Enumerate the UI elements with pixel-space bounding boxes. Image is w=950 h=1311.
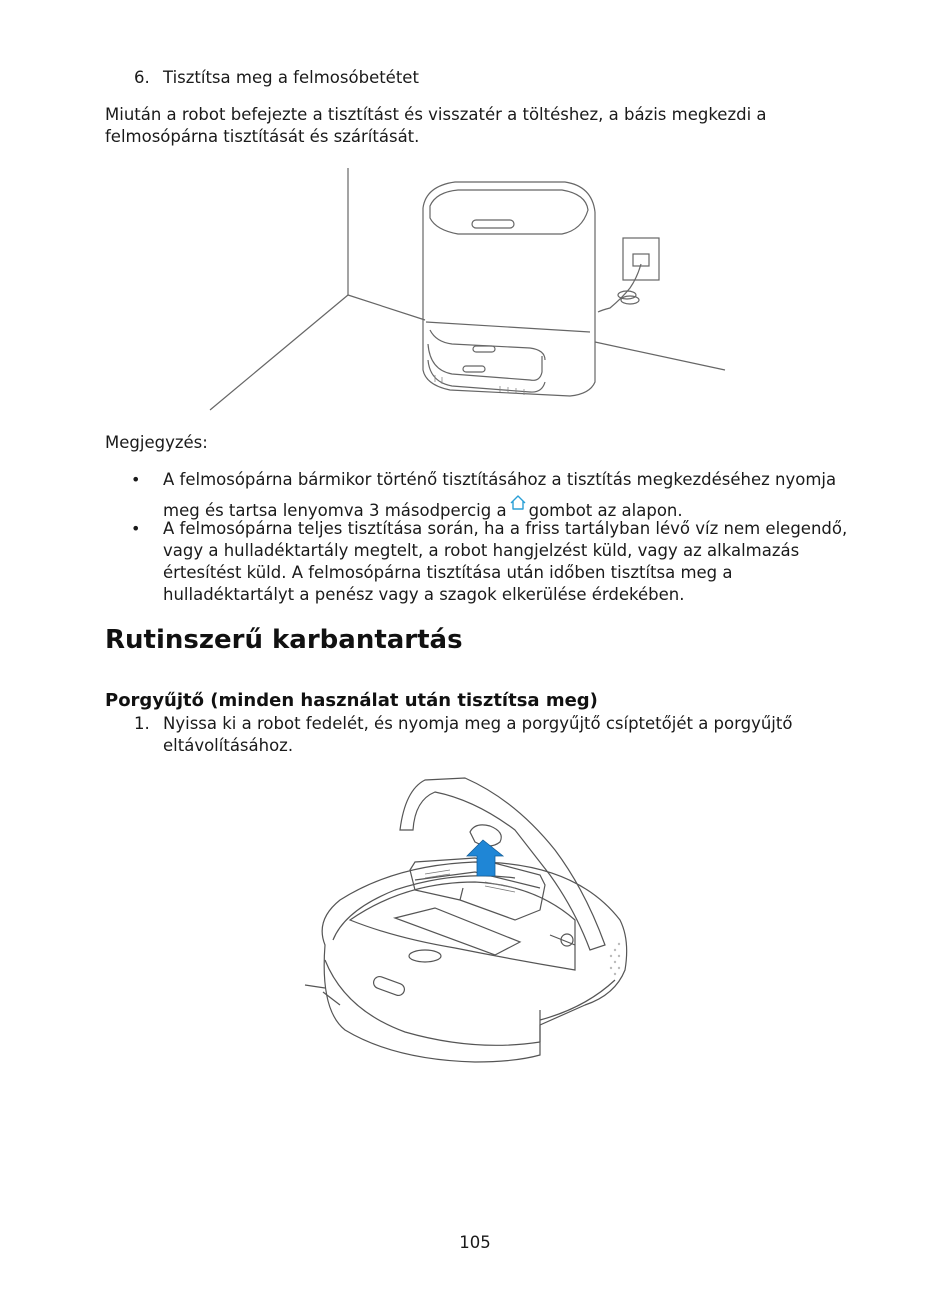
robot-dustbin-illustration xyxy=(285,770,655,1070)
section-title: Rutinszerű karbantartás xyxy=(105,625,463,655)
bullet-2-line-4: hulladéktartályt a penész vagy a szagok elkerülése érdekében. xyxy=(163,585,685,604)
step1-text xyxy=(163,713,792,757)
bullet-2-line-3: értesítést küld. A felmosópárna tisztítása után időben tisztítsa meg a xyxy=(163,563,733,582)
home-button-icon xyxy=(508,494,528,512)
bullet-2-line-2: vagy a hulladéktartály megtelt, a robot hangjelzést küld, vagy az alkalmazás xyxy=(163,541,800,560)
step1-number: 1. xyxy=(134,714,150,733)
step1-line-2: eltávolításához. xyxy=(163,736,294,755)
bullet-1-text-before-icon: meg és tartsa lenyomva 3 másodpercig a xyxy=(163,501,507,520)
step6-title: Tisztítsa meg a felmosóbetétet xyxy=(163,68,419,87)
intro-paragraph xyxy=(105,104,767,148)
step1-line-1: Nyissa ki a robot fedelét, és nyomja meg a porgyűjtő csíptetőjét a porgyűjtő xyxy=(163,714,793,733)
base-station-illustration xyxy=(190,160,750,420)
intro-line-1: Miután a robot befejezte a tisztítást és visszatér a töltéshez, a bázis megkezdi a xyxy=(105,105,767,124)
bullet-dot: • xyxy=(131,519,141,538)
step6-number: 6. xyxy=(134,68,150,87)
subsection-title: Porgyűjtő (minden használat után tisztítsa meg) xyxy=(105,690,598,711)
page-number: 105 xyxy=(459,1233,491,1252)
intro-line-2: felmosópárna tisztítását és szárítását. xyxy=(105,127,420,146)
note-label: Megjegyzés: xyxy=(105,433,208,452)
bullet-2-line-1: A felmosópárna teljes tisztítása során, ha a friss tartályban lévő víz nem elegendő, xyxy=(163,519,848,538)
bullet-1-text-after-icon: gombot az alapon. xyxy=(528,501,683,520)
bullet-1-line-1: A felmosópárna bármikor történő tisztításához a tisztítás megkezdéséhez nyomja xyxy=(163,470,837,489)
bullet-dot: • xyxy=(131,470,141,489)
